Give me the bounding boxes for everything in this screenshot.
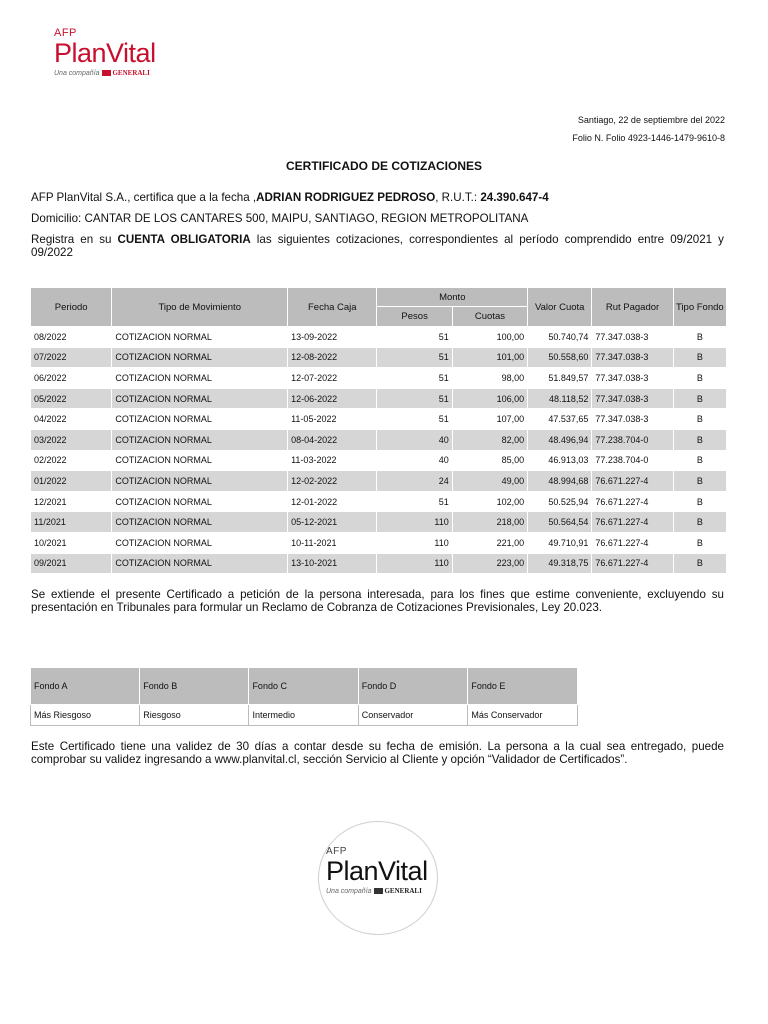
fund-risk-value: Más Riesgoso	[31, 705, 140, 726]
cell-fecha: 13-10-2021	[288, 553, 377, 574]
cell-rut: 77.347.038-3	[592, 327, 673, 348]
contributions-rows	[31, 327, 727, 574]
fund-header: Fondo D	[358, 668, 468, 705]
affiliate-rut: 24.390.647-4	[480, 191, 549, 204]
cell-cuotas: 98,00	[452, 368, 527, 389]
cell-tipo: COTIZACION NORMAL	[112, 327, 288, 348]
cell-periodo: 07/2022	[31, 347, 112, 368]
cell-tipo: COTIZACION NORMAL	[112, 409, 288, 430]
header-cuotas: Cuotas	[452, 307, 527, 327]
account-type: CUENTA OBLIGATORIA	[117, 233, 251, 246]
cell-rut: 77.347.038-3	[592, 409, 673, 430]
cell-fondo: B	[673, 429, 726, 450]
cell-valor: 50.525,94	[528, 491, 592, 512]
cell-fecha: 12-01-2022	[288, 491, 377, 512]
fund-header: Fondo E	[468, 668, 578, 705]
table-row	[31, 429, 727, 450]
cell-periodo: 11/2021	[31, 512, 112, 533]
cell-fecha: 12-02-2022	[288, 471, 377, 492]
contributions-table	[30, 287, 727, 574]
table-row	[31, 553, 727, 574]
cell-cuotas: 223,00	[452, 553, 527, 574]
cell-tipo: COTIZACION NORMAL	[112, 553, 288, 574]
cell-fecha: 12-06-2022	[288, 388, 377, 409]
fund-risk-value: Riesgoso	[140, 705, 249, 726]
affiliate-name: ADRIAN RODRIGUEZ PEDROSO	[256, 191, 436, 204]
cell-tipo: COTIZACION NORMAL	[112, 388, 288, 409]
logo-tagline	[54, 69, 156, 77]
cell-valor: 49.318,75	[528, 553, 592, 574]
cell-fecha: 12-08-2022	[288, 347, 377, 368]
intro-prefix: AFP PlanVital S.A., certifica que a la fecha ,	[31, 191, 257, 204]
cell-pesos: 51	[377, 409, 452, 430]
cell-tipo: COTIZACION NORMAL	[112, 450, 288, 471]
cell-fondo: B	[673, 327, 726, 348]
cell-cuotas: 218,00	[452, 512, 527, 533]
bottom-logo-name: PlanVital	[326, 856, 428, 886]
table-row	[31, 409, 727, 430]
cell-rut: 76.671.227-4	[592, 471, 673, 492]
cell-pesos: 40	[377, 450, 452, 471]
cell-rut: 77.347.038-3	[592, 388, 673, 409]
cell-cuotas: 85,00	[452, 450, 527, 471]
bottom-logo-tagline	[326, 887, 428, 895]
header-monto: Monto	[377, 288, 528, 307]
table-row	[31, 491, 727, 512]
cell-pesos: 51	[377, 491, 452, 512]
cell-cuotas: 221,00	[452, 532, 527, 553]
cell-periodo: 12/2021	[31, 491, 112, 512]
cell-pesos: 24	[377, 471, 452, 492]
cell-tipo: COTIZACION NORMAL	[112, 512, 288, 533]
cell-valor: 49.710,91	[528, 532, 592, 553]
cell-fecha: 13-09-2022	[288, 327, 377, 348]
registro-suffix: las siguientes cotizaciones, correspondientes al período comprendido entre 09/2021 y 09/2022	[31, 233, 724, 259]
cell-fondo: B	[673, 450, 726, 471]
bottom-logo-afp: AFP	[326, 846, 347, 857]
fund-header: Fondo A	[31, 668, 140, 705]
cell-fecha: 11-05-2022	[288, 409, 377, 430]
cell-periodo: 06/2022	[31, 368, 112, 389]
cell-periodo: 08/2022	[31, 327, 112, 348]
cell-valor: 50.564,54	[528, 512, 592, 533]
cell-fondo: B	[673, 368, 726, 389]
logo-generali-text: GENERALI	[112, 69, 150, 77]
fund-header: Fondo C	[249, 668, 358, 705]
cell-rut: 76.671.227-4	[592, 553, 673, 574]
cell-pesos: 51	[377, 347, 452, 368]
issue-date: Santiago, 22 de septiembre del 2022	[577, 115, 725, 125]
cell-pesos: 51	[377, 388, 452, 409]
bottom-logo	[326, 846, 428, 895]
header-tipo: Tipo de Movimiento	[112, 288, 288, 327]
company-logo	[54, 28, 156, 77]
header-pesos: Pesos	[377, 307, 452, 327]
cell-cuotas: 49,00	[452, 471, 527, 492]
cell-valor: 46.913,03	[528, 450, 592, 471]
table-row	[31, 347, 727, 368]
cell-fecha: 11-03-2022	[288, 450, 377, 471]
table-row	[31, 388, 727, 409]
funds-table	[30, 667, 578, 726]
logo-name-text: PlanVital	[54, 38, 156, 68]
cell-periodo: 10/2021	[31, 532, 112, 553]
logo-tagline-text: Una compañía	[54, 70, 100, 77]
cell-rut: 76.671.227-4	[592, 491, 673, 512]
fund-header: Fondo B	[140, 668, 249, 705]
cell-cuotas: 100,00	[452, 327, 527, 348]
cell-fecha: 08-04-2022	[288, 429, 377, 450]
cell-valor: 48.994,68	[528, 471, 592, 492]
cell-fondo: B	[673, 553, 726, 574]
document-title: CERTIFICADO DE COTIZACIONES	[285, 159, 482, 173]
folio-number: Folio N. Folio 4923-1446-1479-9610-8	[572, 133, 725, 143]
cell-cuotas: 102,00	[452, 491, 527, 512]
cell-rut: 76.671.227-4	[592, 512, 673, 533]
cell-fondo: B	[673, 532, 726, 553]
table-row	[31, 450, 727, 471]
cell-cuotas: 82,00	[452, 429, 527, 450]
fund-risk-value: Más Conservador	[468, 705, 578, 726]
registro-prefix: Registra en su	[31, 233, 118, 246]
cell-tipo: COTIZACION NORMAL	[112, 429, 288, 450]
cell-fondo: B	[673, 409, 726, 430]
validity-paragraph: Este Certificado tiene una validez de 30 días a contar desde su fecha de emisión. La persona a la cual sea entregado, puede comprobar su validez ingresando a www.planvital.cl, sección Servicio al Cliente y opción “Validador de Certificados”.	[31, 740, 724, 766]
table-row	[31, 532, 727, 553]
cell-tipo: COTIZACION NORMAL	[112, 368, 288, 389]
cell-valor: 48.118,52	[528, 388, 592, 409]
header-fondo: Tipo Fondo	[673, 288, 726, 327]
cell-pesos: 51	[377, 368, 452, 389]
fund-risk-value: Conservador	[358, 705, 468, 726]
bottom-logo-tagline-text: Una compañía	[326, 888, 372, 895]
table-row	[31, 327, 727, 348]
logo-afp-text: AFP	[54, 27, 77, 39]
header-rut: Rut Pagador	[592, 288, 673, 327]
cell-fondo: B	[673, 388, 726, 409]
generali-lion-icon	[374, 888, 383, 894]
cell-tipo: COTIZACION NORMAL	[112, 491, 288, 512]
cell-valor: 51.849,57	[528, 368, 592, 389]
cell-pesos: 40	[377, 429, 452, 450]
extension-paragraph: Se extiende el presente Certificado a petición de la persona interesada, para los fines que estime conveniente, excluyendo su presentación en Tribunales para formular un Reclamo de Cobranza de Cotizaciones Previsionales, Ley 20.023.	[31, 588, 724, 614]
cell-valor: 48.496,94	[528, 429, 592, 450]
cell-fecha: 12-07-2022	[288, 368, 377, 389]
cell-pesos: 110	[377, 512, 452, 533]
table-row	[31, 471, 727, 492]
registro-paragraph	[31, 233, 724, 259]
cell-pesos: 110	[377, 553, 452, 574]
fund-risk-value: Intermedio	[249, 705, 358, 726]
header-valor: Valor Cuota	[528, 288, 592, 327]
cell-periodo: 03/2022	[31, 429, 112, 450]
cell-fondo: B	[673, 512, 726, 533]
rut-label: , R.U.T.:	[435, 191, 481, 204]
cell-rut: 77.347.038-3	[592, 347, 673, 368]
cell-tipo: COTIZACION NORMAL	[112, 347, 288, 368]
cell-cuotas: 106,00	[452, 388, 527, 409]
cell-fondo: B	[673, 471, 726, 492]
generali-lion-icon	[102, 70, 111, 76]
cell-fecha: 10-11-2021	[288, 532, 377, 553]
funds-header-row	[31, 668, 578, 705]
cell-periodo: 02/2022	[31, 450, 112, 471]
cell-valor: 50.740,74	[528, 327, 592, 348]
cell-pesos: 51	[377, 327, 452, 348]
cell-rut: 77.347.038-3	[592, 368, 673, 389]
cell-periodo: 09/2021	[31, 553, 112, 574]
cell-rut: 77.238.704-0	[592, 450, 673, 471]
cell-periodo: 01/2022	[31, 471, 112, 492]
header-periodo: Periodo	[31, 288, 112, 327]
cell-rut: 76.671.227-4	[592, 532, 673, 553]
cell-tipo: COTIZACION NORMAL	[112, 532, 288, 553]
table-row	[31, 512, 727, 533]
cell-cuotas: 101,00	[452, 347, 527, 368]
cell-cuotas: 107,00	[452, 409, 527, 430]
cell-rut: 77.238.704-0	[592, 429, 673, 450]
cell-tipo: COTIZACION NORMAL	[112, 471, 288, 492]
cell-pesos: 110	[377, 532, 452, 553]
bottom-logo-generali: GENERALI	[384, 887, 422, 895]
funds-values-row	[31, 705, 578, 726]
intro-paragraph	[31, 191, 724, 204]
cell-periodo: 05/2022	[31, 388, 112, 409]
cell-fondo: B	[673, 491, 726, 512]
domicilio-line: Domicilio: CANTAR DE LOS CANTARES 500, MAIPU, SANTIAGO, REGION METROPOLITANA	[31, 212, 529, 225]
cell-valor: 50.558,60	[528, 347, 592, 368]
cell-fondo: B	[673, 347, 726, 368]
table-row	[31, 368, 727, 389]
cell-fecha: 05-12-2021	[288, 512, 377, 533]
header-fecha: Fecha Caja	[288, 288, 377, 327]
cell-valor: 47.537,65	[528, 409, 592, 430]
cell-periodo: 04/2022	[31, 409, 112, 430]
